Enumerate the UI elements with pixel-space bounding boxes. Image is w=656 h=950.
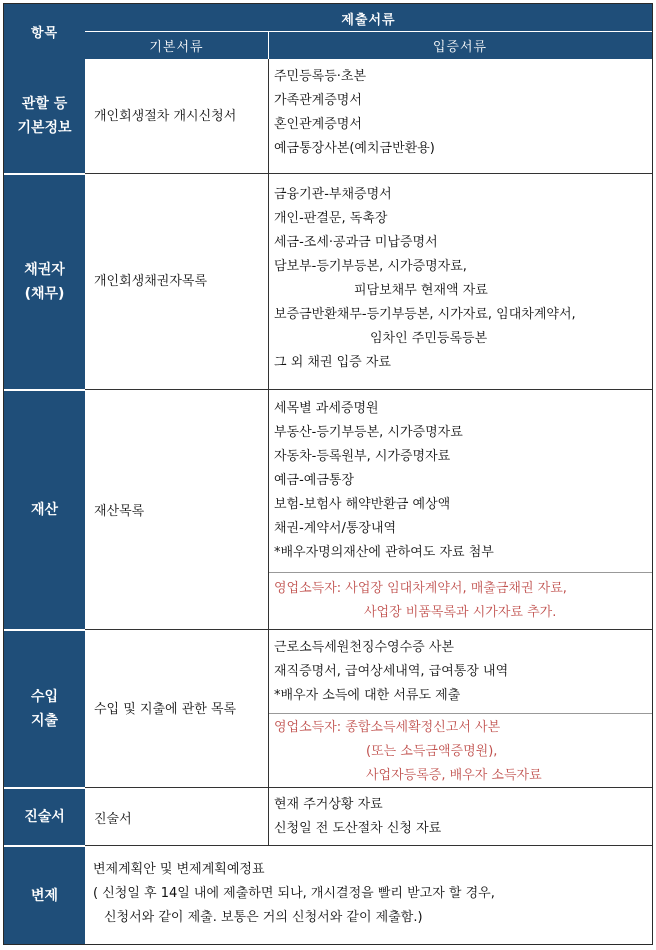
list-item: 보증금반환채무-등기부등본, 시가자료, 임대차계약서, <box>274 307 576 322</box>
business-note-assets <box>274 577 567 625</box>
row-label-assets: 재산 <box>4 391 85 629</box>
proof-list-income <box>274 636 508 708</box>
list-item: 채권-계약서/통장내역 <box>274 521 397 536</box>
list-item: 영업소득자: 종합소득세확정신고서 사본 <box>274 720 501 735</box>
header-basic-documents: 기본서류 <box>85 32 268 59</box>
list-item: 세목별 과세증명원 <box>274 401 379 416</box>
list-item: 사업장 비품목록과 시가자료 추가. <box>364 605 557 620</box>
document-table <box>3 3 653 945</box>
list-item: 세금-조세·공과금 미납증명서 <box>274 235 438 250</box>
list-item: 담보부-등기부등본, 시가증명자료, <box>274 259 467 274</box>
basic-document-asset-list: 재산목록 <box>94 504 145 519</box>
row-separator <box>85 845 652 846</box>
proof-list-creditors <box>274 183 576 375</box>
list-item: 재직증명서, 급여상세내역, 급여통장 내역 <box>274 664 509 679</box>
business-note-divider <box>269 713 652 714</box>
basic-document-income-expense: 수입 및 지출에 관한 목록 <box>94 702 237 717</box>
list-item: *배우자명의재산에 관하여도 자료 첨부 <box>274 545 494 560</box>
list-item: 자동차-등록원부, 시가증명자료 <box>274 449 451 464</box>
list-item: 금융기관-부채증명서 <box>274 187 392 202</box>
paragraph-line: ( 신청일 후 14일 내에 제출하면 되나, 개시결정을 빨리 받고자 할 경우, <box>93 886 495 901</box>
row-separator <box>85 173 652 174</box>
row-label-creditors: 채권자 (채무) <box>4 175 85 389</box>
paragraph-line: 신청서와 같이 제출. 보통은 거의 신청서와 같이 제출함.) <box>104 910 423 925</box>
header-proof-documents: 입증서류 <box>268 32 652 59</box>
list-item: 예금통장사본(예치금반환용) <box>274 141 435 156</box>
list-item: 근로소득세원천징수영수증 사본 <box>274 640 454 655</box>
list-item: 그 외 채권 입증 자료 <box>274 355 391 370</box>
basic-document-statement: 진술서 <box>94 812 132 827</box>
proof-list-assets <box>274 397 494 565</box>
row-label-repayment: 변제 <box>4 847 85 944</box>
row-separator <box>85 629 652 630</box>
list-item: 예금-예금통장 <box>274 473 355 488</box>
header-item: 항목 <box>4 4 85 59</box>
list-item: 부동산-등기부등본, 시가증명자료 <box>274 425 463 440</box>
list-item: (또는 소득금액증명원), <box>366 744 498 759</box>
list-item: 가족관계증명서 <box>274 93 362 108</box>
paragraph-line: 변제계획안 및 변제계획예정표 <box>93 862 265 877</box>
list-item: 혼인관계증명서 <box>274 117 362 132</box>
list-item: *배우자 소득에 대한 서류도 제출 <box>274 688 461 703</box>
list-item: 신청일 전 도산절차 신청 자료 <box>274 821 442 836</box>
header-submitted-documents: 제출서류 <box>85 4 652 32</box>
list-item: 보험-보험사 해약반환금 예상액 <box>274 497 451 512</box>
row-label-jurisdiction: 관할 등 기본정보 <box>4 59 85 173</box>
column-divider <box>268 59 269 845</box>
proof-list-jurisdiction <box>274 65 435 161</box>
row-label-statement: 진술서 <box>4 789 85 845</box>
list-item: 피담보채무 현재액 자료 <box>354 283 488 298</box>
repayment-plan-text <box>93 858 495 930</box>
row-label-income-expense: 수입 지출 <box>4 631 85 787</box>
business-note-divider <box>269 572 652 573</box>
list-item: 사업자등록증, 배우자 소득자료 <box>366 768 542 783</box>
business-note-income <box>274 716 542 788</box>
list-item: 주민등록등·초본 <box>274 69 367 84</box>
list-item: 임차인 주민등록등본 <box>370 331 488 346</box>
header-column-divider <box>268 32 269 59</box>
row-separator <box>85 389 652 390</box>
proof-list-statement <box>274 793 441 841</box>
list-item: 현재 주거상황 자료 <box>274 797 383 812</box>
list-item: 개인-판결문, 독촉장 <box>274 211 388 226</box>
header-divider <box>85 31 652 32</box>
basic-document-application: 개인회생절차 개시신청서 <box>94 109 237 124</box>
list-item: 영업소득자: 사업장 임대차계약서, 매출금채권 자료, <box>274 581 567 596</box>
basic-document-creditor-list: 개인회생채권자목록 <box>94 274 208 289</box>
